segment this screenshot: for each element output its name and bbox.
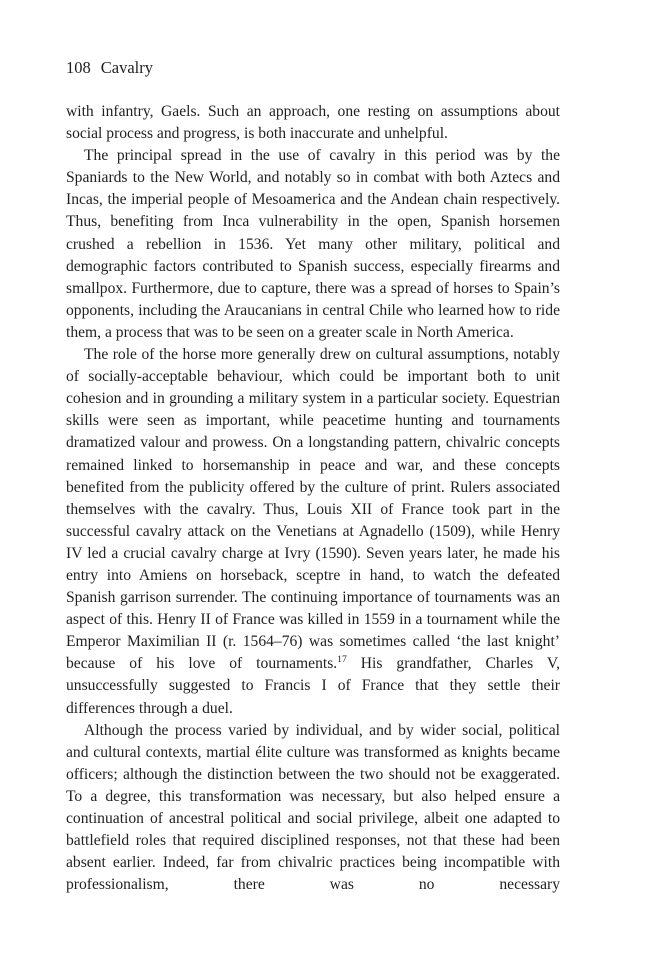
body-text <box>66 101 560 896</box>
paragraph-horse-cultural-role <box>66 344 560 720</box>
running-head-title: Cavalry <box>100 58 153 77</box>
paragraph-text-before-note: The role of the horse more generally drew on cultural assumptions, notably of socially-acceptable behaviour, which could be important both to unit cohesion and in grounding a military system in a particular society. Equestrian skills were seen as important, while peacetime hunting and tournaments dramatized valour and prowess. On a longstanding pattern, chivalric concepts remained linked to horsemanship in peace and war, and these concepts benefited from the publicity offered by the culture of print. Rulers associated themselves with the cavalry. Thus, Louis XII of France took part in the successful cavalry attack on the Venetians at Agnadello (1509), while Henry IV led a crucial cavalry charge at Ivry (1590). Seven years later, he made his entry into Amiens on horseback, sceptre in hand, to watch the defeated Spanish garrison surrender. The continuing importance of tournaments was an aspect of this. Henry II of France was killed in 1559 in a tournament while the Emperor Maximilian II (r. 1564–76) was sometimes called ‘the last knight’ because of his love of tournaments. <box>66 346 560 673</box>
running-head <box>66 57 153 79</box>
paragraph-continued: with infantry, Gaels. Such an approach, one resting on assumptions about social process and progress, is both inaccurate and unhelpful. <box>66 103 560 143</box>
paragraph-cavalry-new-world: The principal spread in the use of cavalry in this period was by the Spaniards to the New World, and notably so in combat with both Aztecs and Incas, the imperial people of Mesoamerica and the Andean chain respectively. Thus, benefiting from Inca vulnerability in the open, Spanish horsemen crushed a rebellion in 1536. Yet many other military, political and demographic factors contributed to Spanish success, especially firearms and smallpox. Furthermore, due to capture, there was a spread of horses to Spain’s opponents, including the Araucanians in central Chile who learned how to ride them, a process that was to be seen on a greater scale in North America. <box>66 147 560 341</box>
paragraph-text-after-note: His grandfather, Charles V, unsuccessfully suggested to Francis I of France that they settle their differences through a duel. <box>66 655 560 717</box>
footnote-reference: 17 <box>337 654 347 666</box>
paragraph-elite-culture: Although the process varied by individual, and by wider social, political and cultural contexts, martial élite culture was transformed as knights became officers; although the distinction between the two should not be exaggerated. To a degree, this transformation was necessary, but also helped ensure a continuation of ancestral political and social privilege, albeit one adapted to battlefield roles that required disciplined responses, not that these had been absent earlier. Indeed, far from chivalric practices being incompatible with professionalism, there was no necessary <box>66 721 560 894</box>
page-number: 108 <box>66 58 91 77</box>
